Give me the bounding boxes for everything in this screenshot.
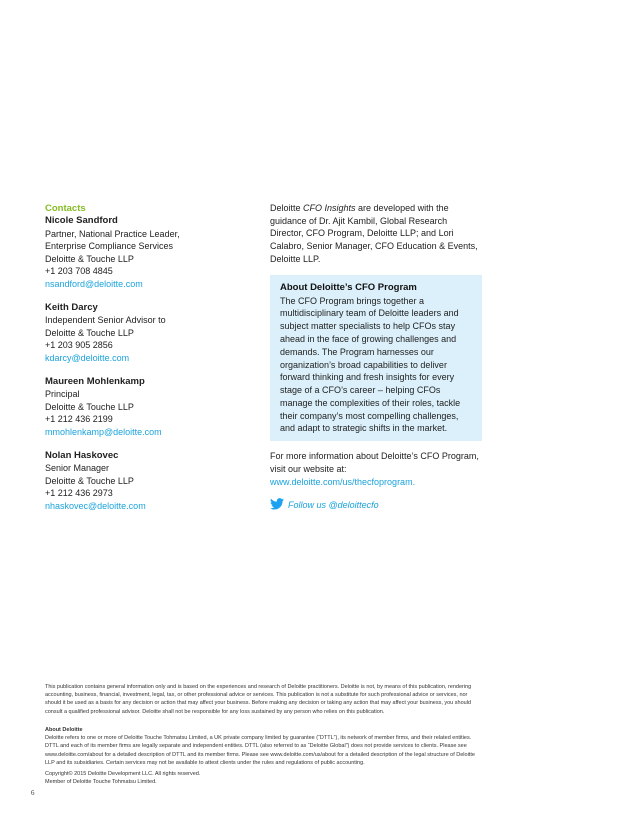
contact-email-link[interactable]: nsandford@deloitte.com [45, 278, 143, 289]
more-info-text: For more information about Deloitte’s CFO Program, visit our website at: [270, 451, 479, 474]
contact-detail: Independent Senior Advisor to [45, 315, 166, 326]
contact-detail: +1 212 436 2973 [45, 488, 113, 499]
contact-name: Maureen Mohlenkamp [45, 375, 145, 387]
cfo-program-infobox [270, 275, 482, 442]
contact-detail: Deloitte & Touche LLP [45, 253, 134, 264]
page-number: 6 [31, 789, 35, 797]
disclaimer-text: This publication contains general information only and is based on the experiences and research of Deloitte practitioners. Deloitte is not, by means of this publication, rendering accounting, business, financial, investment, legal, tax, or other professional advice or services. This publication is not a substitute for such professional advice or services, nor should it be used as a basis for any decision or action that may affect your business. Before making any decision or taking any action that may affect your business, you should consult a qualified professional advisor. Deloitte shall not be responsible for any loss sustained by any person who relies on this publication. [45, 684, 472, 715]
contact-name: Nolan Haskovec [45, 449, 119, 461]
contact-detail: Deloitte & Touche LLP [45, 475, 134, 486]
contact-detail: +1 212 436 2199 [45, 414, 113, 425]
contact-card [45, 302, 245, 365]
copyright-line: Copyright© 2015 Deloitte Development LLC. All rights reserved. [45, 771, 201, 777]
member-line: Member of Deloitte Touche Tohmatsu Limited. [45, 779, 157, 786]
contact-detail: Deloitte & Touche LLP [45, 401, 134, 412]
intro-paragraph [270, 202, 482, 266]
twitter-follow[interactable] [270, 498, 482, 512]
twitter-handle[interactable]: Follow us @deloittecfo [288, 500, 379, 511]
contacts-heading: Contacts [45, 203, 86, 214]
infobox-title: About Deloitte’s CFO Program [280, 281, 417, 293]
program-website-link[interactable]: www.deloitte.com/us/thecfoprogram. [270, 476, 416, 487]
contact-detail: Partner, National Practice Leader, [45, 228, 180, 239]
contact-detail: +1 203 708 4845 [45, 266, 113, 277]
publication-title: CFO Insights [303, 203, 356, 213]
contact-name: Keith Darcy [45, 301, 98, 313]
contact-detail: Senior Manager [45, 463, 110, 474]
about-deloitte-title: About Deloitte [45, 727, 83, 733]
contact-detail: Deloitte & Touche LLP [45, 327, 134, 338]
contact-detail: Enterprise Compliance Services [45, 241, 174, 252]
intro-rest: are developed with the guidance of Dr. Ajit Kambil, Global Research Director, CFO Program, Deloitte LLP; and Lori Calabro, Senior Manager, CFO Education & Events, Deloitte LLP. [270, 203, 478, 264]
contact-detail: +1 203 905 2856 [45, 340, 113, 351]
contact-detail: Principal [45, 389, 80, 400]
infobox-body: The CFO Program brings together a multidisciplinary team of Deloitte leaders and subject matter specialists to help CFOs stay ahead in the face of growing challenges and demands. The Program harnesses our organization’s broad capabilities to deliver forward thinking and fresh insights for every stage of a CFO’s career – helping CFOs manage the complexities of their roles, tackle their company’s most compelling challenges, and adapt to strategic shifts in the market. [280, 295, 461, 434]
contacts-section [45, 202, 245, 523]
more-info-paragraph [270, 450, 482, 488]
twitter-bird-icon [270, 498, 284, 512]
contact-email-link[interactable]: kdarcy@deloitte.com [45, 352, 130, 363]
contact-name: Nicole Sandford [45, 215, 118, 226]
contact-card [45, 215, 245, 291]
about-deloitte-section [45, 726, 485, 767]
about-deloitte-body: Deloitte refers to one or more of Deloitte Touche Tohmatsu Limited, a UK private company limited by guarantee (“DTTL”), its network of member firms, and their related entities. DTTL and each of its member firms are legally separate and independent entities. DTTL (also referred to as “Deloitte Global”) does not provide services to clients. Please see www.deloitte.com/about for a detailed description of DTTL and its member firms. Please see www.deloitte.com/us/about for a detailed description of the legal structure of Deloitte LLP and its subsidiaries. Certain services may not be available to attest clients under the rules and regulations of public accounting. [45, 735, 475, 766]
right-column [270, 202, 482, 512]
intro-prefix: Deloitte [270, 203, 304, 213]
contact-card [45, 450, 245, 513]
contact-email-link[interactable]: mmohlenkamp@deloitte.com [45, 426, 162, 437]
contact-card [45, 376, 245, 439]
contact-email-link[interactable]: nhaskovec@deloitte.com [45, 500, 146, 511]
copyright-section [45, 770, 485, 786]
contact-list [45, 215, 245, 512]
